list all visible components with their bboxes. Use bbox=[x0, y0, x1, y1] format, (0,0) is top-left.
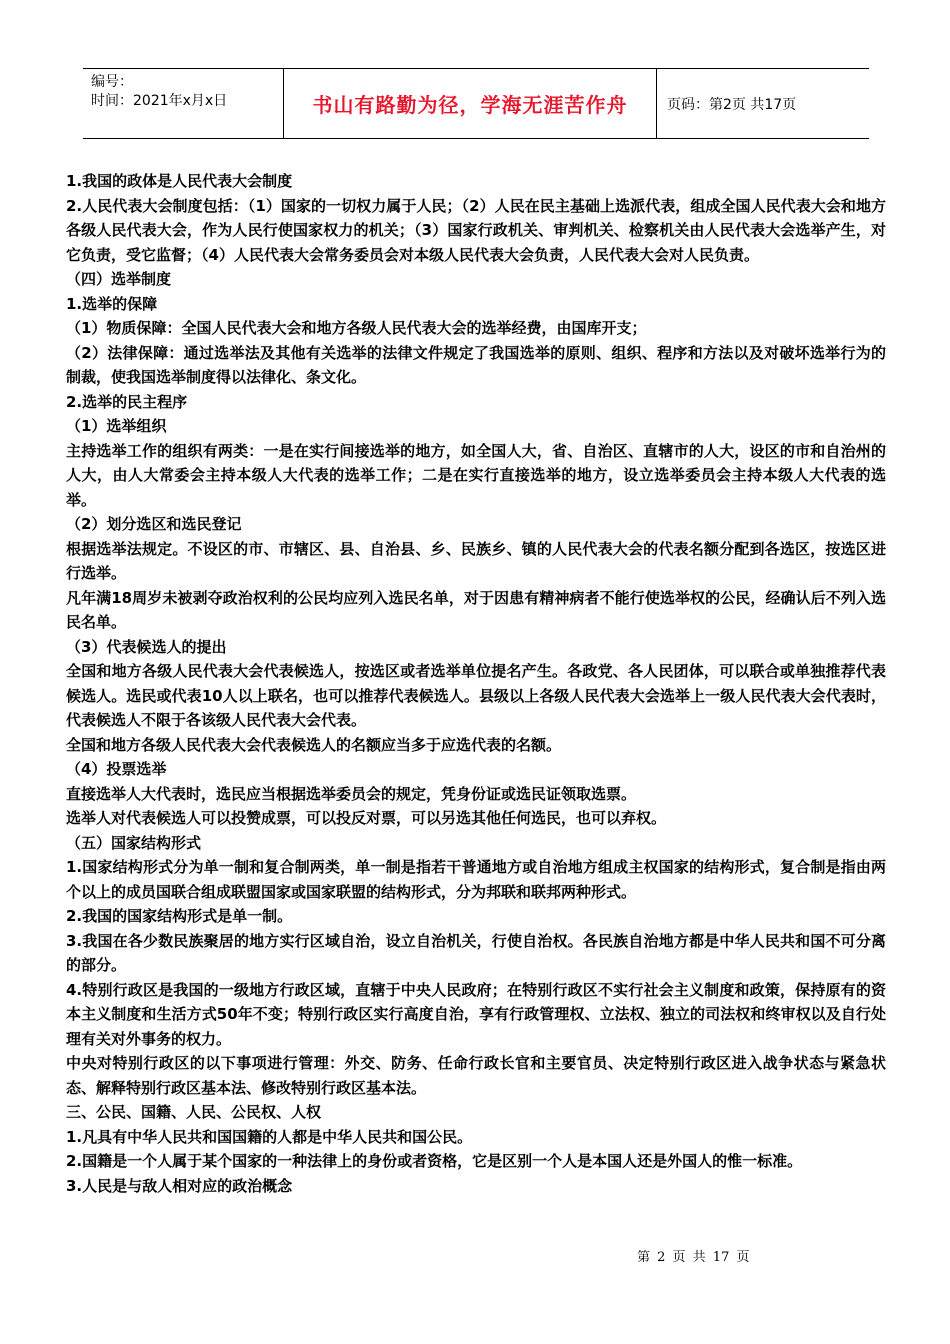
paragraph: 选举人对代表候选人可以投赞成票，可以投反对票，可以另选其他任何选民，也可以弃权。 bbox=[66, 809, 667, 827]
header-info-cell bbox=[83, 69, 284, 138]
paragraph: 2.我国的国家结构形式是单一制。 bbox=[66, 907, 293, 925]
paragraph: 2.国籍是一个人属于某个国家的一种法律上的身份或者资格，它是区别一个人是本国人还是外国人的惟一标准。 bbox=[66, 1152, 803, 1170]
document-body bbox=[66, 169, 886, 1198]
paragraph: 全国和地方各级人民代表大会代表候选人的名额应当多于应选代表的名额。 bbox=[66, 735, 562, 754]
paragraph: 1.国家结构形式分为单一制和复合制两类，单一制是指若干普通地方或自治地方组成主权国家的结构形式，复合制是指由两个以上的成员国联合组成联盟国家或国家联盟的结构形式，分为邦联和联邦两种形式。 bbox=[66, 858, 886, 901]
paragraph: （2）法律保障：通过选举法及其他有关选举的法律文件规定了我国选举的原则、组织、程序和方法以及对破坏选举行为的制裁，使我国选举制度得以法律化、条文化。 bbox=[66, 343, 886, 386]
paragraph: 2.人民代表大会制度包括：（1）国家的一切权力属于人民；（2）人民在民主基础上选派代表，组成全国人民代表大会和地方各级人民代表大会，作为人民行使国家权力的机关；（3）国家行政机关、审判机关、检察机关由人民代表大会选举产生，对它负责，受它监督；（4）人民代表大会常务委员会对本级人民代表大会负责，人民代表大会对人民负责。 bbox=[66, 196, 886, 264]
paragraph: 1.选举的保障 bbox=[66, 294, 158, 313]
paragraph: 直接选举人大代表时，选民应当根据选举委员会的规定，凭身份证或选民证领取选票。 bbox=[66, 784, 637, 803]
header-page-cell bbox=[657, 69, 869, 138]
paragraph: 根据选举法规定。不设区的市、市辖区、县、自治县、乡、民族乡、镇的人民代表大会的代表名额分配到各选区，按选区进行选举。 bbox=[66, 539, 886, 582]
header-page-number: 页码：第2页 共17页 bbox=[667, 96, 797, 113]
document-time-label: 时间：2021年x月x日 bbox=[91, 93, 228, 109]
section-heading: （四）选举制度 bbox=[66, 270, 172, 288]
paragraph: 1.凡具有中华人民共和国国籍的人都是中华人民共和国公民。 bbox=[66, 1127, 473, 1146]
section-heading: （五）国家结构形式 bbox=[66, 833, 202, 852]
header-motto: 书山有路勤为径，学海无涯苦作舟 bbox=[312, 93, 628, 117]
paragraph: （1）物质保障：全国人民代表大会和地方各级人民代表大会的选举经费，由国库开支； bbox=[66, 319, 647, 337]
paragraph: 3.人民是与敌人相对应的政治概念 bbox=[66, 1176, 293, 1195]
paragraph: 全国和地方各级人民代表大会代表候选人，按选区或者选举单位提名产生。各政党、各人民团体，可以联合或单独推荐代表候选人。选民或代表10人以上联名，也可以推荐代表候选人。县级以上各级人民代表大会选举上一级人民代表大会代表时，代表候选人不限于各该级人民代表大会代表。 bbox=[66, 662, 886, 729]
paragraph: 凡年满18周岁未被剥夺政治权利的公民均应列入选民名单，对于因患有精神病者不能行使选举权的公民，经确认后不列入选民名单。 bbox=[66, 588, 886, 631]
paragraph: （3）代表候选人的提出 bbox=[66, 637, 227, 656]
paragraph: （2）划分选区和选民登记 bbox=[66, 515, 242, 533]
header-motto-cell bbox=[284, 69, 657, 138]
paragraph: （4）投票选举 bbox=[66, 760, 167, 778]
paragraph: 主持选举工作的组织有两类：一是在实行间接选举的地方，如全国人大，省、自治区、直辖市的人大，设区的市和自治州的人大，由人大常委会主持本级人大代表的选举工作；二是在实行直接选举的地方，设立选举委员会主持本级人大代表的选举。 bbox=[66, 441, 886, 509]
section-heading: 三、公民、国籍、人民、公民权、人权 bbox=[66, 1103, 322, 1121]
paragraph: 2.选举的民主程序 bbox=[66, 392, 188, 411]
paragraph: 4.特别行政区是我国的一级地方行政区域，直辖于中央人民政府；在特别行政区不实行社会主义制度和政策，保持原有的资本主义制度和生活方式50年不变；特别行政区实行高度自治，享有行政管理权、立法权、独立的司法权和终审权以及自行处理有关对外事务的权力。 bbox=[66, 980, 886, 1048]
paragraph: 1.我国的政体是人民代表大会制度 bbox=[66, 172, 293, 190]
document-header bbox=[83, 68, 869, 139]
paragraph: 中央对特别行政区的以下事项进行管理：外交、防务、任命行政长官和主要官员、决定特别行政区进入战争状态与紧急状态、解释特别行政区基本法、修改特别行政区基本法。 bbox=[66, 1054, 886, 1097]
document-number-label: 编号： bbox=[91, 74, 133, 90]
page-footer: 第 2 页 共 17 页 bbox=[637, 1250, 750, 1265]
paragraph: （1）选举组织 bbox=[66, 417, 167, 435]
paragraph: 3.我国在各少数民族聚居的地方实行区域自治，设立自治机关，行使自治权。各民族自治地方都是中华人民共和国不可分离的部分。 bbox=[66, 931, 886, 974]
